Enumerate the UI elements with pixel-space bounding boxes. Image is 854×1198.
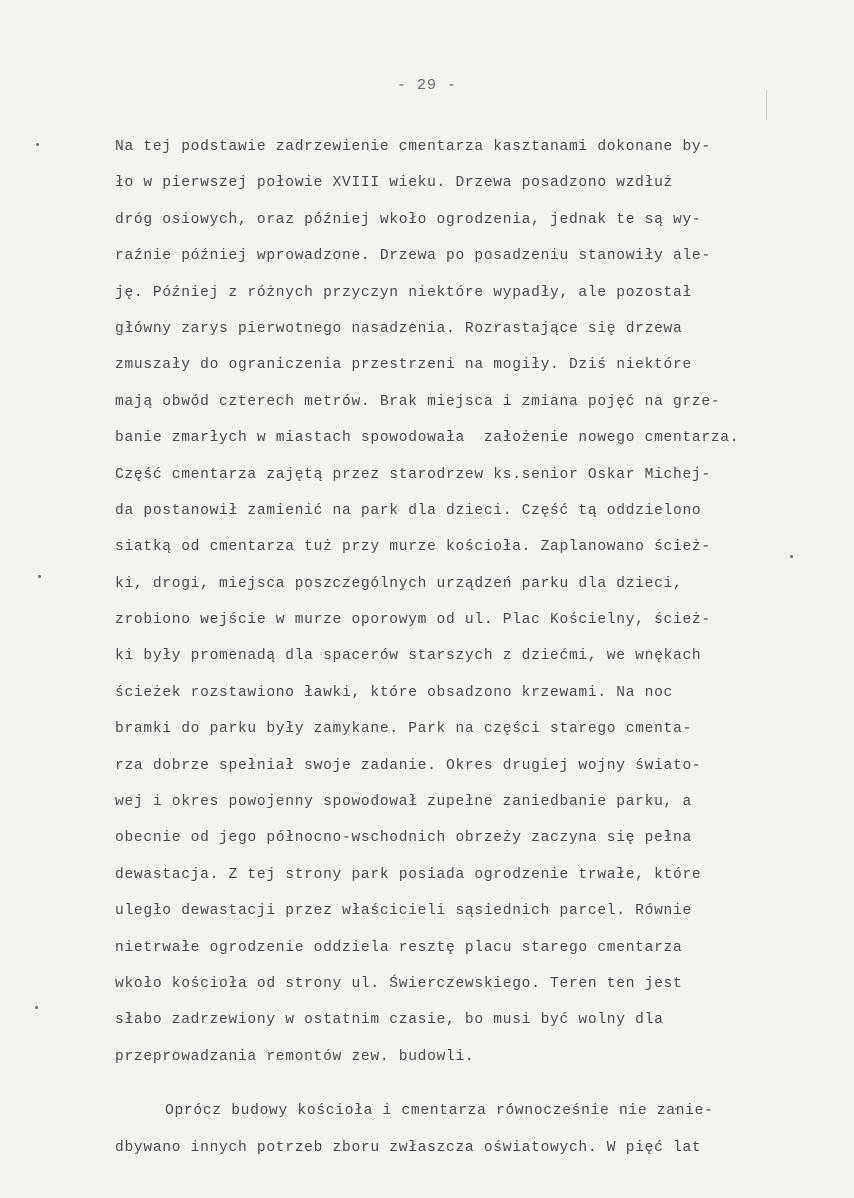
text-line: zrobiono wejście w murze oporowym od ul. Plac Kościelny, ścież- xyxy=(115,612,711,629)
text-line: słabo zadrzewiony w ostatnim czasie, bo musi być wolny dla xyxy=(115,1012,664,1029)
text-line: ję. Później z różnych przyczyn niektóre wypadły, ale pozostał xyxy=(115,284,692,301)
text-line: rza dobrze spełniał swoje zadanie. Okres drugiej wojny świato- xyxy=(115,757,702,774)
text-line: główny zarys pierwotnego nasadzenia. Rozrastające się drzewa xyxy=(115,320,683,337)
page-number: - 29 - xyxy=(396,77,457,94)
text-line: wkoło kościoła od strony ul. Świerczewskiego. Teren ten jest xyxy=(115,975,683,992)
text-line: wej i okres powojenny spowodował zupełne zaniedbanie parku, a xyxy=(115,794,692,811)
text-line: siatką od cmentarza tuż przy murze kościoła. Zaplanowano ścież- xyxy=(115,539,711,556)
paragraph-2 xyxy=(115,1099,815,1172)
text-line: ścieżek rozstawiono ławki, które obsadzono krzewami. Na noc xyxy=(115,684,674,701)
paragraph-1 xyxy=(115,135,815,1081)
text-line: raźnie później wprowadzone. Drzewa po posadzeniu stanowiły ale- xyxy=(115,248,711,265)
text-line: mają obwód czterech metrów. Brak miejsca i zmiana pojęć na grze- xyxy=(115,393,721,410)
text-line: ki były promenadą dla spacerów starszych z dziećmi, we wnękach xyxy=(115,648,702,665)
text-line: ło w pierwszej połowie XVIII wieku. Drzewa posadzono wzdłuż xyxy=(115,175,674,192)
text-line: banie zmarłych w miastach spowodowała założenie nowego cmentarza. xyxy=(115,430,740,447)
text-line: da postanowił zamienić na park dla dzieci. Część tą oddzielono xyxy=(115,502,702,519)
text-line: dbywano innych potrzeb zboru zwłaszcza oświatowych. W pięć lat xyxy=(115,1139,702,1156)
text-line: bramki do parku były zamykane. Park na części starego cmenta- xyxy=(115,721,692,738)
margin-speck xyxy=(38,575,41,578)
text-line: dewastacja. Z tej strony park posiada ogrodzenie trwałe, które xyxy=(115,866,702,883)
text-line: zmuszały do ograniczenia przestrzeni na mogiły. Dziś niektóre xyxy=(115,357,692,374)
body-text xyxy=(115,135,815,1172)
text-line: uległo dewastacji przez właścicieli sąsiednich parcel. Równie xyxy=(115,903,692,920)
text-line: dróg osiowych, oraz później wkoło ogrodzenia, jednak te są wy- xyxy=(115,211,702,228)
text-line: obecnie od jego północno-wschodnich obrzeży zaczyna się pełna xyxy=(115,830,692,847)
text-line: Oprócz budowy kościoła i cmentarza równocześnie nie zanie- xyxy=(165,1103,714,1120)
text-line: Część cmentarza zajętą przez starodrzew ks.senior Oskar Michej- xyxy=(115,466,711,483)
text-line: nietrwałe ogrodzenie oddziela resztę placu starego cmentarza xyxy=(115,939,683,956)
text-line: ki, drogi, miejsca poszczególnych urządzeń parku dla dzieci, xyxy=(115,575,683,592)
page-edge-mark xyxy=(766,90,767,120)
text-line: Na tej podstawie zadrzewienie cmentarza kasztanami dokonane by- xyxy=(115,139,711,155)
margin-speck xyxy=(35,1006,38,1009)
margin-speck xyxy=(36,143,39,146)
text-line: przeprowadzania remontów zew. budowli. xyxy=(115,1048,475,1065)
